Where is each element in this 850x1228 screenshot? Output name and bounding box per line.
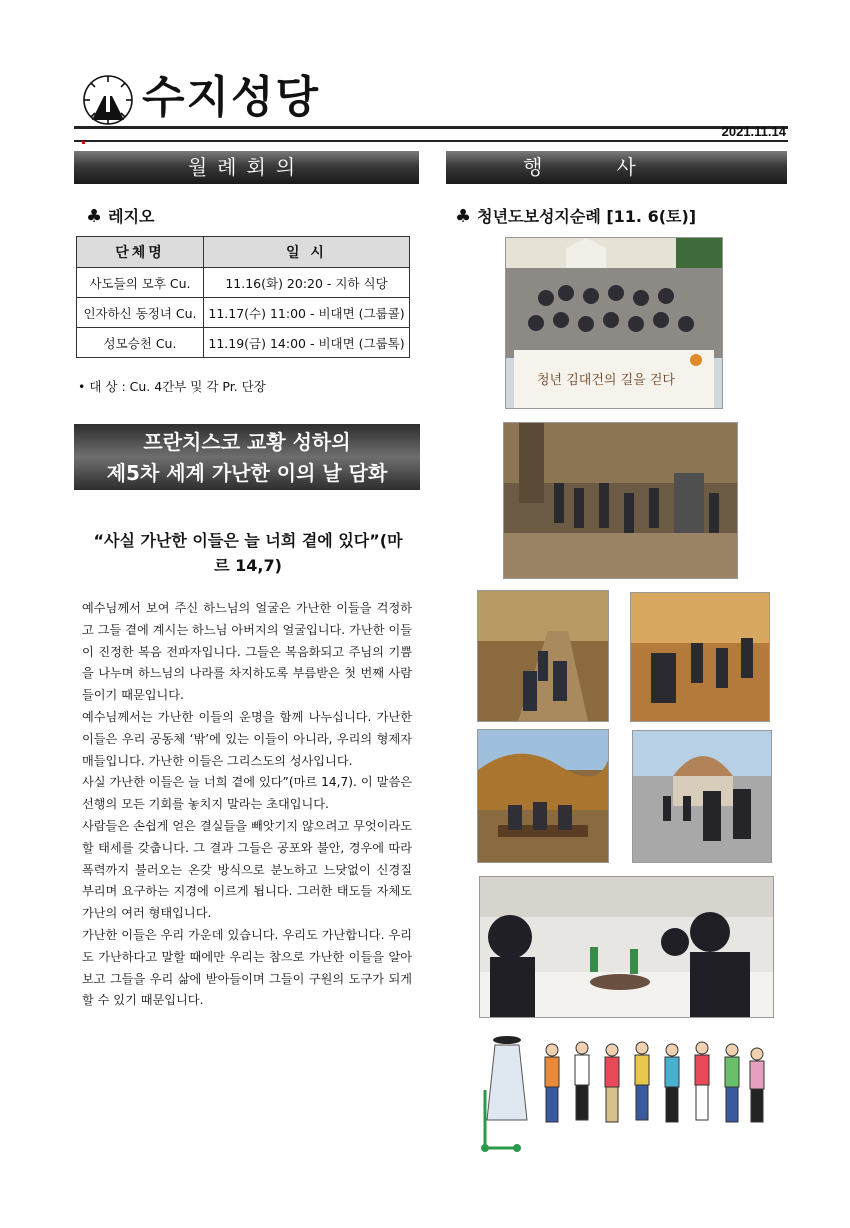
banner-line: 제5차 세계 가난한 이의 날 담화 xyxy=(106,461,388,485)
rest-photo xyxy=(477,729,609,863)
group-name: 사도들의 모후 Cu. xyxy=(77,268,204,298)
masthead-rule-lower xyxy=(74,140,788,142)
masthead-rule xyxy=(74,126,788,129)
section-bar-events: 행사 xyxy=(446,151,787,184)
legio-heading: ♣ 레지오 xyxy=(86,206,155,227)
meeting-table xyxy=(76,236,410,358)
banner-text: 청년 김대건의 길을 걷다 xyxy=(537,373,675,388)
meal-photo xyxy=(479,876,774,1018)
body-paragraph: 예수님께서는 가난한 이들의 운명을 함께 나누십니다. 가난한 이들은 우리 공동체 ‘밖’에 있는 이들이 아니라, 우리의 형제자매들입니다. 가난한 이들은 그리스도의 성사입니다. xyxy=(82,709,412,768)
body-paragraph: 예수님께서 보여 주신 하느님의 얼굴은 가난한 이들을 걱정하고 그들 곁에 계시는 하느님 아버지의 얼굴입니다. 가난한 이들이 진정한 복음 전파자입니다. 그들은 복음화되고 주님의 기쁨을 나누며 하느님의 나라를 차지하도록 부름받은 첫 번째 사람들이기 때문입니다. xyxy=(82,601,412,703)
group-name: 인자하신 동정녀 Cu. xyxy=(77,298,204,328)
meeting-time: 11.16(화) 20:20 - 지하 식당 xyxy=(204,268,410,298)
meeting-time: 11.19(금) 14:00 - 비대면 (그룹톡) xyxy=(204,328,410,358)
table-row xyxy=(77,268,410,298)
pope-message-banner xyxy=(74,424,420,490)
column-header: 단체명 xyxy=(77,237,204,268)
church-logo-icon xyxy=(82,74,134,126)
column-header: 일 시 xyxy=(204,237,410,268)
table-row xyxy=(77,328,410,358)
body-paragraph: 사실 가난한 이들은 늘 너희 곁에 있다”(마르 14,7). 이 말씀은 선행의 모든 기회를 놓치지 말라는 초대입니다. xyxy=(82,775,412,812)
body-paragraph: 가난한 이들은 우리 가운데 있습니다. 우리도 가난합니다. 우리도 가난하다고 말할 때에만 우리는 참으로 가난한 이들을 알아보고 그들을 우리 삶에 받아들이며 그들이 구원의 도구가 되게 할 수 있기 때문입니다. xyxy=(82,927,412,1008)
newsletter-title: 수지성당 xyxy=(142,72,321,123)
group-name: 성모승천 Cu. xyxy=(77,328,204,358)
scripture-quote: “사실 가난한 이들은 늘 너희 곁에 있다”(마르 14,7) xyxy=(93,531,403,575)
section-bar-meetings: 월례회의 xyxy=(74,151,419,184)
table-row xyxy=(77,298,410,328)
body-paragraph: 사람들은 손쉽게 얻은 결실들을 빼앗기지 않으려고 무엇이라도 할 태세를 갖춥니다. 그 결과 그들은 공포와 불안, 경우에 따라 폭력까지 불러오는 온갖 방식으로 분노하고 느닷없이 신경질 부리며 요구하는 지경에 이르게 됩니다. 그러한 태도들 자체도 가난의 여러 형태입니다. xyxy=(82,818,412,921)
meeting-time: 11.17(수) 11:00 - 비대면 (그룹콜) xyxy=(204,298,410,328)
red-mark xyxy=(82,141,85,144)
hike-photo-1 xyxy=(477,590,609,722)
target-note: • 대 상 : Cu. 4간부 및 각 Pr. 단장 xyxy=(78,379,266,394)
club-icon: ♣ xyxy=(455,206,472,227)
trail-photo xyxy=(503,422,738,579)
banner-line: 프란치스코 교황 성하의 xyxy=(143,430,351,454)
club-icon: ♣ xyxy=(86,206,103,227)
hike-photo-2 xyxy=(630,592,770,722)
walk-photo xyxy=(632,730,772,863)
issue-date: 2021.11.14 xyxy=(721,124,786,139)
illustration xyxy=(477,1030,769,1154)
message-body xyxy=(82,598,412,1012)
pilgrimage-heading: ♣ 청년도보성지순례 [11. 6(토)] xyxy=(455,206,697,227)
group-photo xyxy=(505,237,723,409)
table-header-row xyxy=(77,237,410,268)
